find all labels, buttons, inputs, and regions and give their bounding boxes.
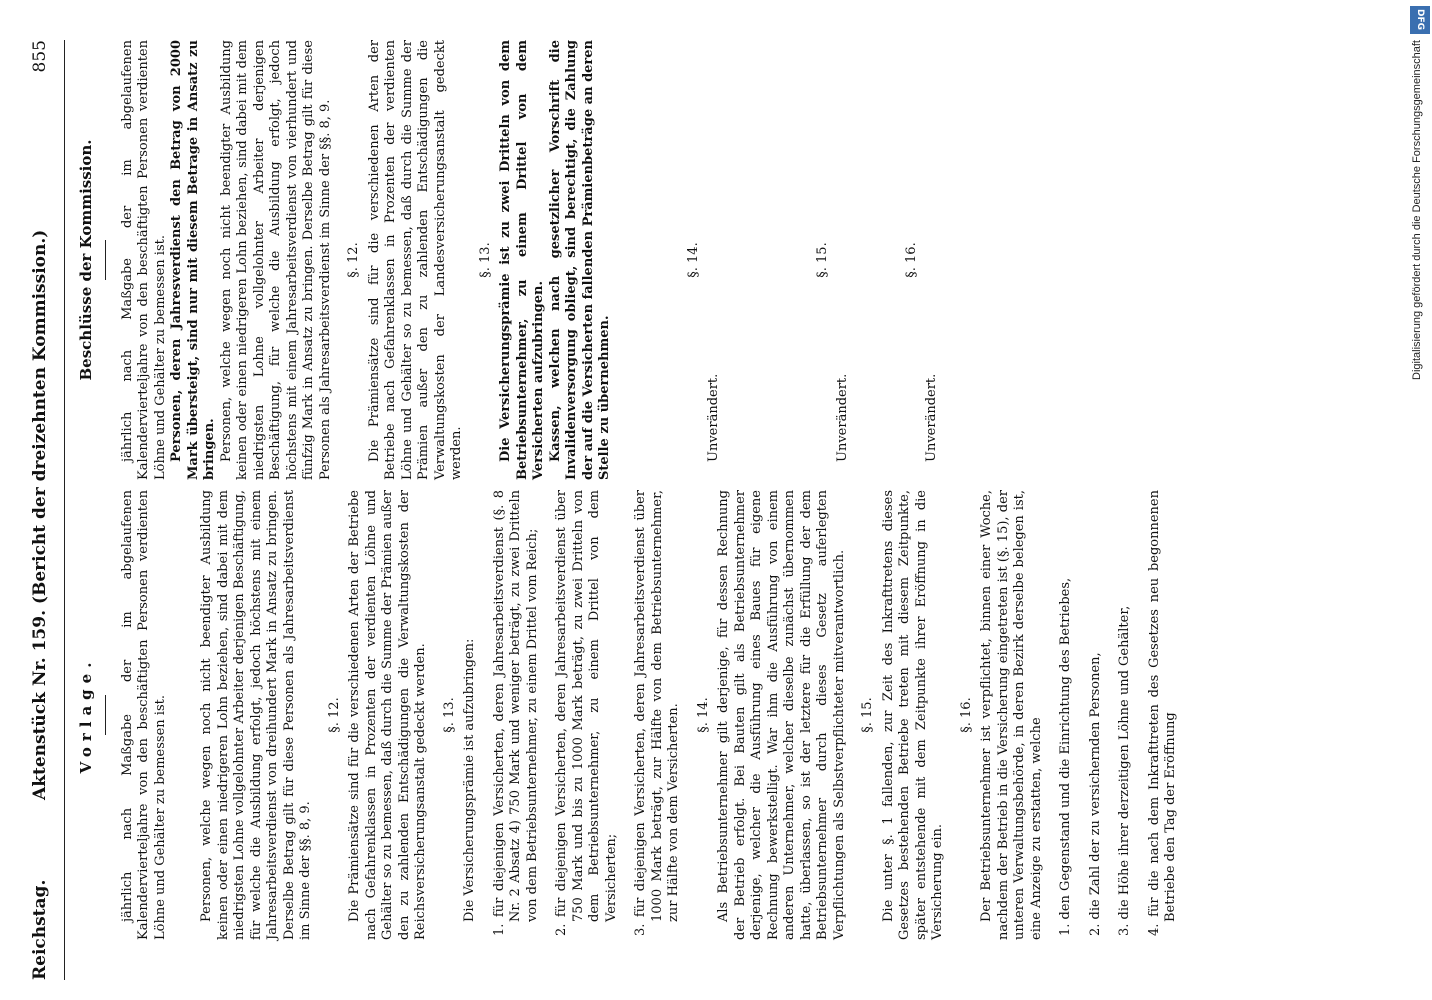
section-heading: §. 15.	[814, 242, 830, 278]
unchanged-note: Unverändert.	[835, 373, 850, 462]
list-item: 3. für diejenigen Versicherten, deren Jahresarbeitsverdienst über 1000 Mark beträgt, zur Hälfte von dem Betriebsunternehmer, zur Hälfte von dem Versicherten.	[633, 490, 681, 936]
paragraph: Die Prämiensätze sind für die verschiedenen Arten der Betriebe nach Gefahrenklassen in Prozenten der verdienten Löhne und Gehälter so zu bemessen, daß durch die Summe der Prämien außer den zu zahlenden Entschädigungen die Verwaltungskosten der Reichsversicherungsanstalt gedeckt werden.	[347, 490, 428, 940]
list-item: 1. den Gegenstand und die Einrichtung des Betriebes,	[1058, 577, 1073, 936]
paragraph-amendment: Die Versicherungsprämie ist zu zwei Dritteln von dem Betriebsunternehmer, zu einem Drittel von dem Versicherten aufzubringen.	[498, 40, 546, 480]
paragraph-amendment: Kassen, welchen nach gesetzlicher Vorschrift die Invalidenversorgung obliegt, sind berechtigt, die Zahlung der auf die Versicherten fallenden Prämienbeträge an deren Stelle zu übernehmen.	[547, 40, 612, 480]
paragraph: jährlich nach Maßgabe der im abgelaufenen Kalendervierteljahre von den beschäftigten Personen verdienten Löhne und Gehälter zu bemessen ist.	[119, 490, 168, 940]
page-header	[30, 20, 60, 980]
paragraph: Personen, welche wegen noch nicht beendigter Ausbildung keinen oder einen niedrigeren Lohn beziehen, sind dabei mit dem niedrigsten Lohne vollgelohnter Arbeiter derjenigen Beschäftigung, für welche die Ausbildung erfolgt, jedoch höchstens mit einem Jahresarbeitsverdienst von dreihundert Mark in Ansatz zu bringen. Derselbe Betrag gilt für diese Personen als Jahresarbeitsverdienst im Sinne der §§. 8, 9.	[199, 490, 313, 940]
column-vorlage	[72, 490, 1193, 940]
header-center: Aktenstück Nr. 159. (Bericht der dreizehnten Kommission.)	[30, 229, 50, 800]
paragraph: Die Prämiensätze sind für die verschiedenen Arten der Betriebe nach Gefahrenklassen in Prozenten der verdienten Löhne und Gehälter so zu bemessen, daß durch die Summe der Prämien außer den zu zahlenden Entschädigungen die Verwaltungskosten der Landesversicherungsanstalt gedeckt werden.	[366, 40, 464, 480]
divider	[105, 240, 106, 280]
list-item: 2. für diejenigen Versicherten, deren Jahresarbeitsverdienst über 750 Mark und bis zu 1000 Mark beträgt, zu zwei Dritteln von dem Betriebsunternehmer, zu einem Drittel von dem Versicherten;	[554, 490, 619, 936]
unchanged-note: Unverändert.	[706, 373, 721, 462]
header-left: Reichstag.	[30, 879, 50, 980]
dfg-logo: DFG	[1410, 6, 1430, 34]
page-number: 855	[30, 40, 50, 73]
list-item: 3. die Höhe ihrer derzeitigen Löhne und Gehälter,	[1117, 605, 1132, 936]
paragraph: Personen, welche wegen noch nicht beendigter Ausbildung keinen oder einen niedrigeren Lohn beziehen, sind dabei mit dem niedrigsten Lohne vollgelohnter Arbeiter derjenigen Beschäftigung, für welche die Ausbildung erfolgt, jedoch höchstens mit einem Jahresarbeitsverdienst von vierhundert und fünfzig Mark in Ansatz zu bringen. Derselbe Betrag gilt für diese Personen als Jahresarbeitsverdienst im Sinne der §§. 8, 9.	[218, 40, 333, 480]
digitization-credit: Digitalisierung gefördert durch die Deutsche Forschungsgemeinschaft	[1411, 40, 1423, 380]
unchanged-note: Unverändert.	[924, 373, 939, 462]
section-heading: §. 13.	[441, 697, 457, 733]
paragraph-amendment: Personen, deren Jahresverdienst den Betrag von 2000 Mark übersteigt, sind nur mit diesem Betrage in Ansatz zu bringen.	[169, 40, 217, 480]
list-item: 1. für diejenigen Versicherten, deren Jahresarbeitsverdienst (§. 8 Nr. 2 Absatz 4) 750 Mark und weniger beträgt, zu zwei Dritteln von dem Betriebsunternehmer, zu einem Drittel vom Reich;	[491, 490, 540, 936]
section-heading: §. 16.	[958, 697, 974, 733]
header-rule	[64, 40, 65, 980]
divider	[105, 695, 106, 735]
paragraph: Als Betriebsunternehmer gilt derjenige, für dessen Rechnung der Betrieb erfolgt. Bei Bauten gilt als Betriebsunternehmer derjenige, welcher die Ausführung eines Baues für eigene Rechnung bewerkstelligt. War ihm die Ausführung von einem anderen Unternehmer, welcher dieselbe zunächst übernommen hatte, überlassen, so ist der letztere für die Erfüllung der dem Betriebsunternehmer durch dieses Gesetz auferlegten Verpflichtungen als Selbstverpflichteter mitverantwortlich.	[716, 490, 847, 940]
section-heading: §. 13.	[477, 242, 493, 278]
paragraph: jährlich nach Maßgabe der im abgelaufenen Kalendervierteljahre von den beschäftigten Personen verdienten Löhne und Gehälter zu bemessen ist.	[119, 40, 168, 480]
list-item: 2. die Zahl der zu versichernden Personen,	[1087, 652, 1103, 936]
paragraph: Der Betriebsunternehmer ist verpflichtet, binnen einer Woche, nachdem der Betrieb in die Versicherung eingetreten ist (§. 15), der unteren Verwaltungsbehörde, in deren Bezirk derselbe belegen ist, eine Anzeige zu erstatten, welche	[979, 490, 1044, 940]
paragraph: Die unter §. 1 fallenden, zur Zeit des Inkrafttretens dieses Gesetzes bestehenden Betriebe treten mit diesem Zeitpunkte, später entstehende mit dem Zeitpunkte ihrer Eröffnung in die Versicherung ein.	[880, 490, 945, 940]
section-heading: §. 14.	[695, 697, 711, 733]
section-heading: §. 14.	[685, 242, 701, 278]
section-heading: §. 12.	[326, 697, 342, 733]
section-heading: §. 16.	[903, 242, 919, 278]
section-heading: §. 15.	[860, 697, 875, 733]
section-heading: §. 12.	[346, 242, 361, 278]
list-item: 4. für die nach dem Inkrafttreten des Gesetzes neu begonnenen Betriebe den Tag der Eröffnung	[1146, 490, 1178, 936]
column-beschluesse	[72, 40, 941, 480]
column-title: Vorlage.	[77, 656, 95, 774]
column-title: Beschlüsse der Kommission.	[77, 139, 95, 381]
paragraph: Die Versicherungsprämie ist aufzubringen:	[462, 638, 477, 922]
credit-strip	[1408, 0, 1432, 1000]
